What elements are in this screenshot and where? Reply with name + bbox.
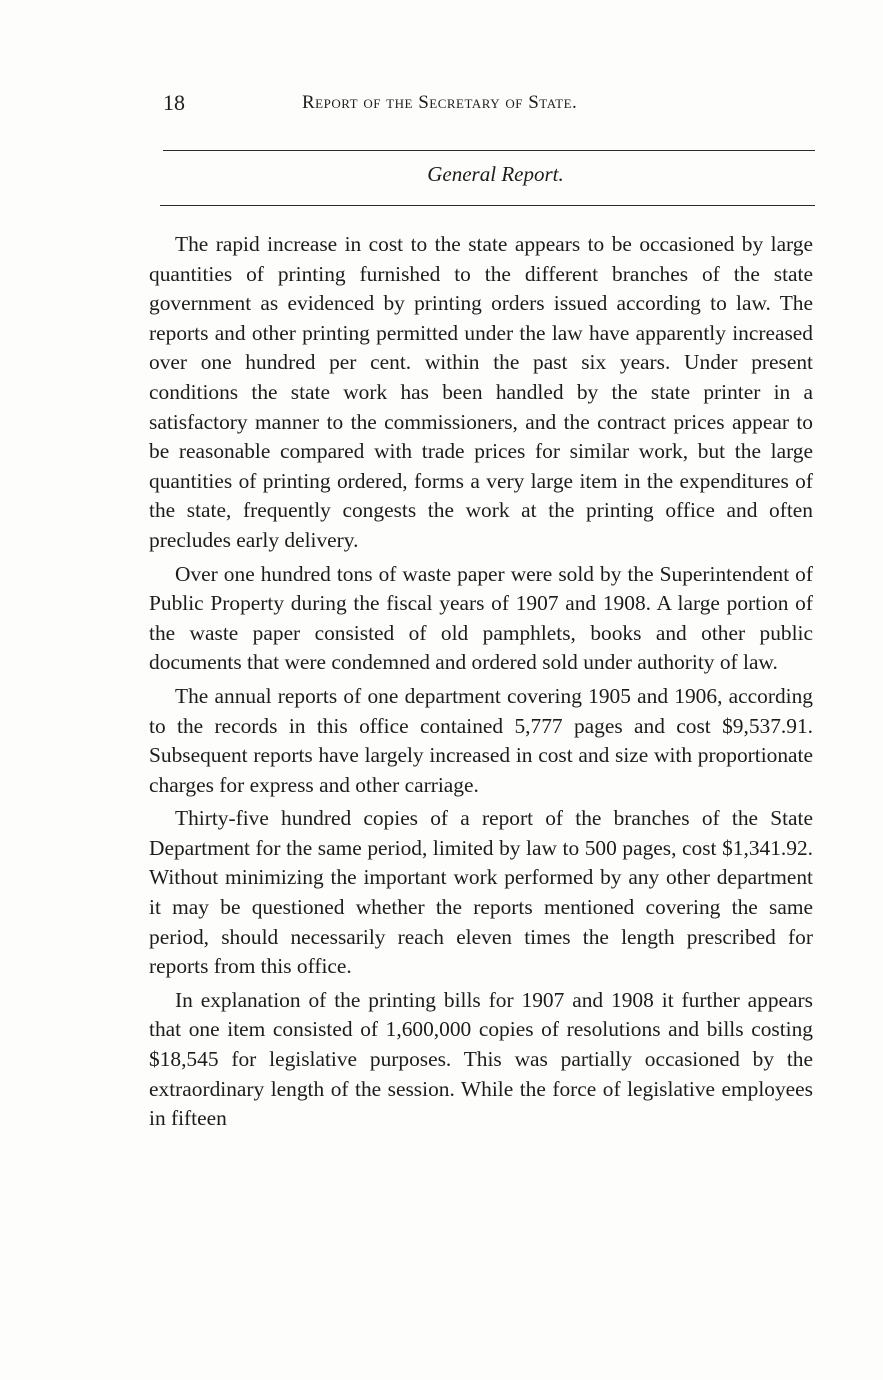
paragraph-waste-paper: Over one hundred tons of waste paper were sold by the Superintendent of Public Property during the fiscal years of 1907 and 1908. A large portion of the waste paper consisted of old pamphlets, books and other public documents that were condemned and ordered sold under authority of law.	[149, 561, 813, 675]
paragraph-printing-bills: In explanation of the printing bills for 1907 and 1908 it further appears that one item consisted of 1,600,000 copies of resolutions and bills costing $18,545 for legislative purposes. This was partially occasioned by the extraordinary length of the session. While the force of legislative employees in fifteen	[149, 987, 813, 1131]
header-rule-bottom	[160, 205, 815, 206]
paragraph-state-department-report: Thirty-five hundred copies of a report of the branches of the State Department for the same period, limited by law to 500 pages, cost $1,341.92. Without minimizing the important work performed by any other department it may be questioned whether the reports mentioned covering the same period, should necessarily reach eleven times the length prescribed for reports from this office.	[149, 806, 813, 979]
running-title: Report of the Secretary of State.	[302, 92, 578, 113]
page-number: 18	[163, 90, 185, 115]
page-header	[160, 86, 815, 126]
paragraph-annual-reports: The annual reports of one department covering 1905 and 1906, according to the records in this office contained 5,777 pages and cost $9,537.91. Subsequent reports have largely increased in cost and size with proportionate charges for express and other carriage.	[149, 683, 813, 797]
section-heading: General Report.	[427, 162, 564, 186]
header-rule-top	[163, 150, 815, 151]
body-text	[149, 230, 813, 1138]
paragraph-printing-costs: The rapid increase in cost to the state appears to be occasioned by large quantities of printing furnished to the different branches of the state government as evidenced by printing orders issued according to law. The reports and other printing permitted under the law have apparently increased over one hundred per cent. within the past six years. Under present conditions the state work has been handled by the state printer in a satisfactory manner to the commissioners, and the contract prices appear to be reasonable compared with trade prices for similar work, but the large quantities of printing ordered, forms a very large item in the expenditures of the state, frequently congests the work at the printing office and often precludes early delivery.	[149, 232, 813, 552]
